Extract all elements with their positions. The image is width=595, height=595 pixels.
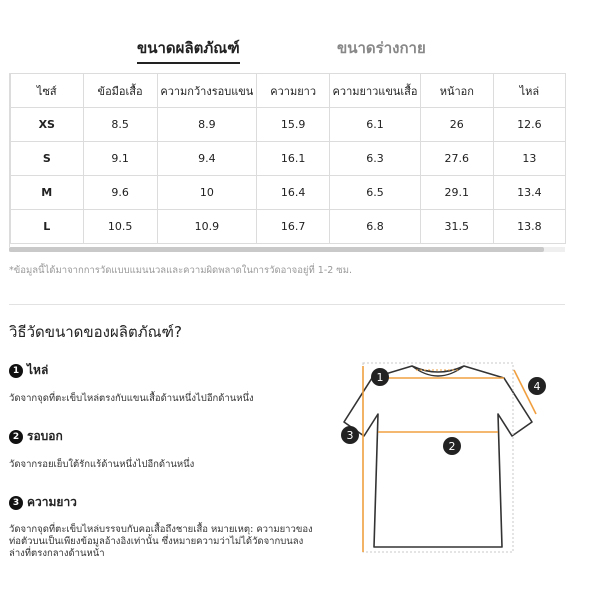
tab-product-size-label: ขนาดผลิตภัณฑ์ (137, 39, 240, 57)
marker-1 (371, 368, 389, 386)
tshirt-outline (344, 366, 532, 547)
marker-4-label: 4 (533, 380, 541, 393)
step-shoulder (9, 361, 339, 405)
table-row (11, 210, 566, 244)
marker-2-label: 2 (448, 440, 456, 453)
table-cell: 31.5 (420, 210, 493, 244)
step-length (9, 493, 319, 560)
table-cell: 9.1 (83, 142, 157, 176)
table-cell: 27.6 (420, 142, 493, 176)
tshirt-measurement-diagram (336, 352, 566, 562)
step-description: วัดจากจุดที่ตะเข็บไหล่บรรจบกับคอเสื้อถึงชายเสื้อ หมายเหตุ: ความยาวของท่อตัวบนเป็นเพียงข้อมูลอ้างอิงเท่านั้น ซึ่งหมายความว่าไม่ได้วัดจากบนลงล่างที่ตรงกลางด้านหน้า (9, 524, 313, 559)
col-header-length: ความยาว (257, 74, 330, 108)
step-description: วัดจากรอยเย็บใต้รักแร้ด้านหนึ่งไปอีกด้านหนึ่ง (9, 459, 195, 470)
table-cell: 10 (157, 176, 256, 210)
step-number-badge: 1 (9, 364, 23, 378)
table-cell: 13.4 (493, 176, 565, 210)
marker-2 (443, 437, 461, 455)
table-cell: 8.9 (157, 108, 256, 142)
table-cell: 12.6 (493, 108, 565, 142)
marker-1-label: 1 (376, 371, 384, 384)
table-cell: 13 (493, 142, 565, 176)
table-cell: M (11, 176, 84, 210)
table-cell: 9.4 (157, 142, 256, 176)
col-header-sleeve-length: ความยาวแขนเสื้อ (330, 74, 421, 108)
table-cell: 6.3 (330, 142, 421, 176)
col-header-sleeve-width: ความกว้างรอบแขน (157, 74, 256, 108)
col-header-cuff: ข้อมือเสื้อ (83, 74, 157, 108)
step-number-badge: 3 (9, 496, 23, 510)
table-cell: 29.1 (420, 176, 493, 210)
table-cell: 10.5 (83, 210, 157, 244)
table-cell: 16.1 (257, 142, 330, 176)
col-header-chest: หน้าอก (420, 74, 493, 108)
table-row (11, 142, 566, 176)
step-heading (9, 427, 339, 446)
step-number-badge: 2 (9, 430, 23, 444)
table-cell: 6.1 (330, 108, 421, 142)
table-cell: 15.9 (257, 108, 330, 142)
step-title: ไหล่ (27, 363, 49, 377)
marker-3 (341, 426, 359, 444)
step-title: ความยาว (27, 495, 77, 509)
size-tabs (0, 36, 595, 66)
tab-body-size-label: ขนาดร่างกาย (337, 39, 426, 57)
section-divider (9, 304, 565, 305)
table-cell: 16.7 (257, 210, 330, 244)
table-row (11, 176, 566, 210)
step-description: วัดจากจุดที่ตะเข็บไหล่ตรงกับแขนเสื้อด้านหนึ่งไปอีกด้านหนึ่ง (9, 393, 254, 404)
table-cell: 6.8 (330, 210, 421, 244)
table-cell: 6.5 (330, 176, 421, 210)
table-horizontal-scrollbar[interactable] (9, 247, 565, 252)
tab-body-size[interactable] (337, 36, 426, 60)
table-cell: S (11, 142, 84, 176)
how-to-measure-title: วิธีวัดขนาดของผลิตภัณฑ์? (9, 323, 182, 341)
col-header-size: ไซส์ (11, 74, 84, 108)
marker-4 (528, 377, 546, 395)
step-heading (9, 361, 339, 380)
step-heading (9, 493, 319, 512)
measurement-note: *ข้อมูลนี้ได้มาจากการวัดแบบแมนนวลและความผิดพลาดในการวัดอาจอยู่ที่ 1-2 ซม. (9, 265, 353, 276)
marker-3-label: 3 (346, 429, 354, 442)
scrollbar-thumb[interactable] (9, 247, 544, 252)
table-cell: 16.4 (257, 176, 330, 210)
table-cell: 26 (420, 108, 493, 142)
table-row (11, 108, 566, 142)
col-header-shoulder: ไหล่ (493, 74, 565, 108)
step-title: รอบอก (27, 429, 63, 443)
table-cell: L (11, 210, 84, 244)
step-chest (9, 427, 339, 471)
table-cell: 8.5 (83, 108, 157, 142)
size-table-container[interactable] (9, 73, 566, 247)
active-tab-underline (137, 62, 240, 64)
table-cell: 13.8 (493, 210, 565, 244)
tab-product-size[interactable] (137, 36, 240, 60)
table-cell: 10.9 (157, 210, 256, 244)
table-cell: 9.6 (83, 176, 157, 210)
table-cell: XS (11, 108, 84, 142)
table-header-row (11, 74, 566, 108)
size-table (10, 73, 566, 244)
